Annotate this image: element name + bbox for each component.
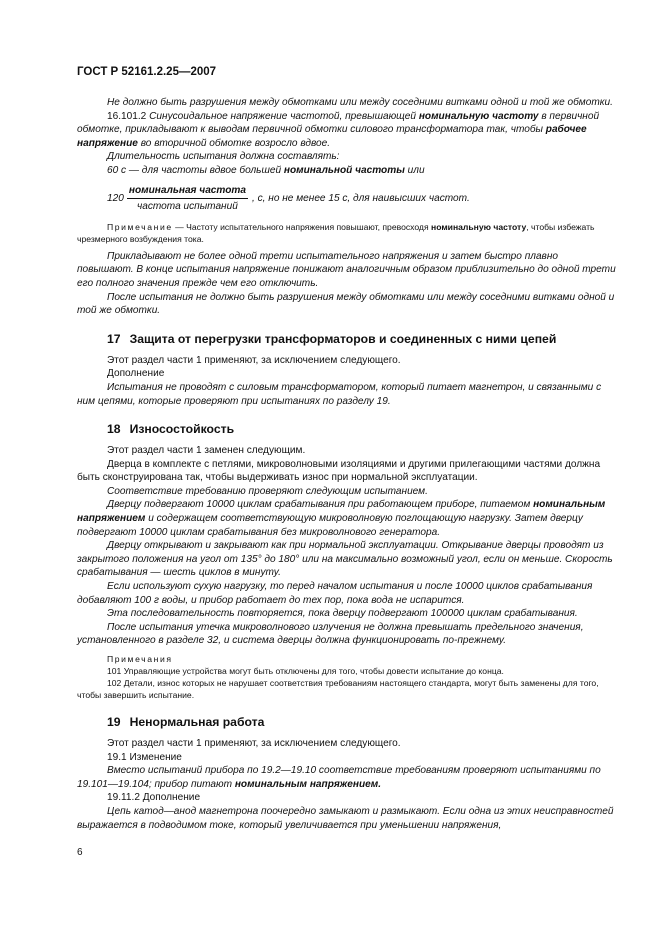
section-17-heading (107, 332, 616, 347)
paragraph: Испытания не проводят с силовым трансформатором, который питает магнетрон, и связанными с ним цепями, которые проверяют при испытаниях по разделу 19. (77, 381, 602, 407)
paragraph: Этот раздел части 1 применяют, за исключением следующего. (107, 354, 401, 366)
paragraph: 19.11.2 Дополнение (107, 792, 201, 804)
formula-denominator: частота испытаний (137, 201, 238, 213)
note: Примечание — Частоту испытательного напряжения повышают, превосходя номинальную частоту, чтобы избежать чрезмерного возбуждения тока. (77, 221, 595, 244)
paragraph: Вместо испытаний прибора по 19.2—19.10 соответствие требованиям проверяют испытаниями по 19.101—19.104; прибор питают номинальным напряжением. (77, 765, 601, 790)
duration-formula (107, 184, 616, 214)
section-title: Износостойкость (129, 422, 235, 437)
paragraph: Эта последовательность повторяется, пока дверцу подвергают 100000 циклам срабатывания. (107, 608, 578, 620)
defined-term: рабочее напряжение (77, 124, 587, 149)
section-title: Ненормальная работа (129, 715, 265, 729)
paragraph: Дверцу подвергают 10000 циклам срабатывания при работающем приборе, питаемом номинальным напряжением и содержащем соответствующую микроволновую поглощающую нагрузку. Затем дверцу подвергают 10000 циклам срабатывания без микроволнового генератора. (77, 499, 606, 538)
defined-term: номинальную частоту (431, 221, 527, 232)
paragraph: Прикладывают не более одной трети испытательного напряжения и затем быстро плавно повышают. В конце испытания напряжение понижают аналогичным образом приблизительно до одной трети его полного значения прежде чем его отключить. (77, 250, 616, 289)
paragraph: Соответствие требованию проверяют следующим испытанием. (107, 485, 428, 497)
defined-term: номинальным напряжением. (234, 778, 381, 790)
note-101: 101 Управляющие устройства могут быть отключены для того, чтобы довести испытание до конца. (107, 666, 504, 676)
paragraph: Цепь катод—анод магнетрона поочередно замыкают и размыкают. Если одна из этих неисправностей выражается в подводимом токе, который увеличивается при уменьшении напряжения, (77, 805, 614, 831)
paragraph: 60 с — для частоты вдвое большей номинальной частоты или (107, 164, 425, 176)
paragraph: Дверцу открывают и закрывают как при нормальной эксплуатации. Открывание дверцы проводят из закрытого положения на угол от 135° до 180° или на максимально возможный угол, если он меньше. Скорость срабатывания — шесть циклов в минуту. (77, 540, 613, 579)
section-19-heading (107, 715, 616, 730)
defined-term: номинальным напряжением (77, 499, 606, 525)
notes-label: Примечания (107, 654, 173, 664)
document-body (77, 96, 616, 832)
paragraph: После испытания не должно быть разрушения между обмотками или между соседними витками одной и той же обмотки. (77, 291, 615, 317)
paragraph: Этот раздел части 1 применяют, за исключением следующего. (107, 738, 401, 749)
paragraph: Длительность испытания должна составлять: (107, 151, 340, 163)
clause-number: 16.101.2 (107, 110, 147, 122)
formula-fraction (127, 184, 248, 214)
section-title: Защита от перегрузки трансформаторов и соединенных с ними цепей (129, 331, 557, 346)
section-number: 18 (107, 422, 121, 437)
paragraph: Дверца в комплекте с петлями, микроволновыми изоляциями и другими прилегающими частями должна быть сконструирована так, чтобы выдерживать износ при нормальной эксплуатации. (77, 458, 601, 484)
paragraph: 19.1 Изменение (107, 751, 182, 763)
paragraph: Не должно быть разрушения между обмотками или между соседними витками одной и той же обмотки. (107, 97, 613, 108)
defined-term: номинальную частоту (418, 110, 539, 122)
formula-coefficient: 120 (107, 192, 124, 204)
formula-tail: , с, но не менее 15 с, для наивысших частот. (252, 192, 470, 204)
note-label: Примечание (107, 221, 173, 232)
section-number: 19 (107, 715, 121, 729)
section-number: 17 (107, 331, 121, 346)
paragraph: Этот раздел части 1 заменен следующим. (107, 445, 306, 457)
paragraph: Если используют сухую нагрузку, то перед началом испытания и после 10000 циклов срабатывания добавляют 100 г воды, и прибор работает до тех пор, пока вода не испарится. (77, 581, 593, 606)
formula-numerator: номинальная частота (127, 184, 248, 200)
section-18-heading (107, 422, 616, 437)
page-number: 6 (77, 847, 83, 858)
defined-term: номинальной частоты (283, 164, 405, 176)
standard-header: ГОСТ Р 52161.2.25—2007 (77, 66, 217, 78)
note-102: 102 Детали, износ которых не нарушает соответствия требованиям настоящего стандарта, могут быть заменены для того, чтобы завершить испытание. (77, 678, 599, 700)
clause-16-101-2: 16.101.2 Синусоидальное напряжение частотой, превышающей номинальную частоту в первичной обмотке, прикладывают к выводам первичной обмотки силового трансформатора так, чтобы рабочее напряжение во вторичной обмотке возросло вдвое. (77, 110, 600, 149)
paragraph: Дополнение (107, 368, 165, 380)
paragraph: После испытания утечка микроволнового излучения не должна превышать предельного значения, установленного в разделе 32, и система дверцы должна функционировать по-прежнему. (77, 621, 584, 647)
